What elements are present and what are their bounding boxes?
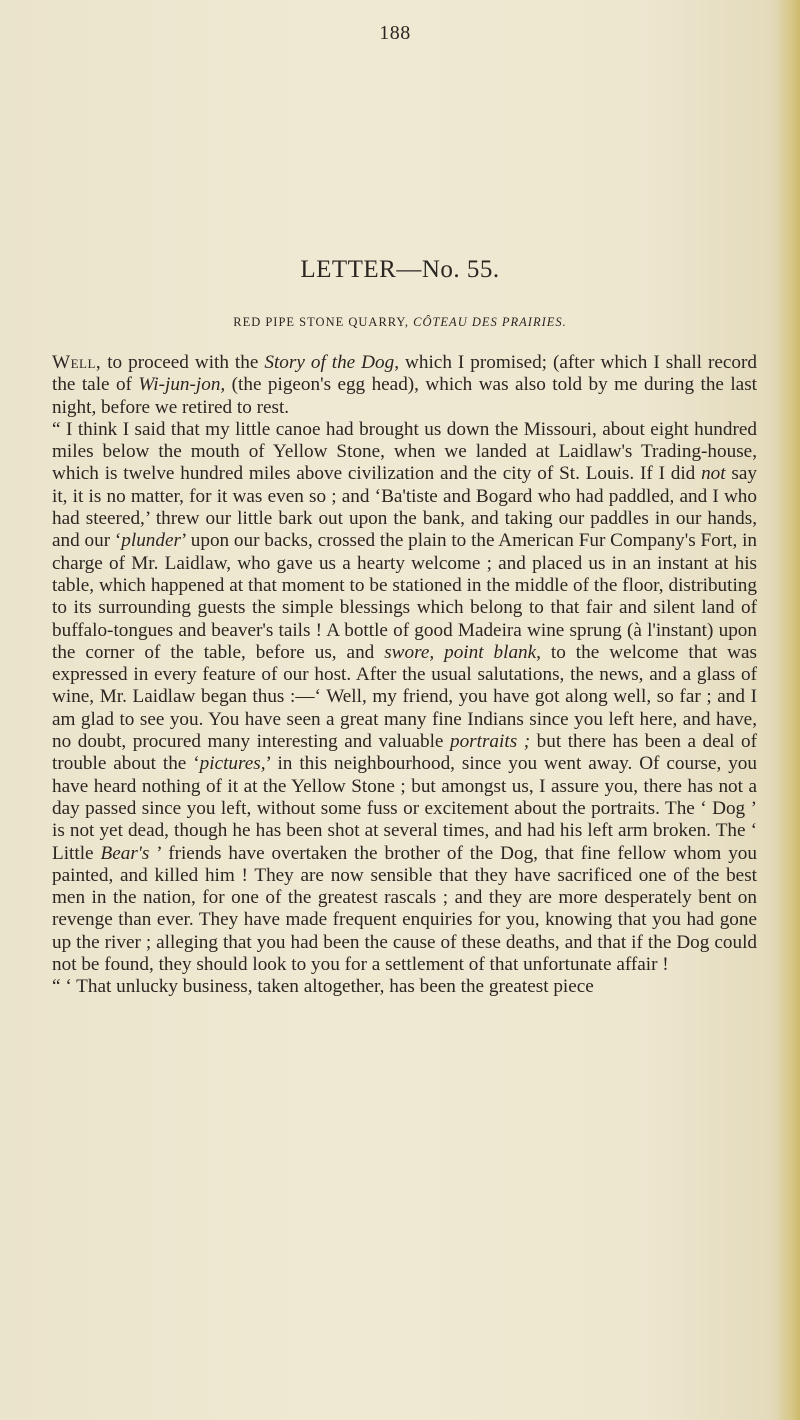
opening-word: Well, — [52, 352, 102, 373]
paragraph-1 — [52, 352, 757, 419]
text-run: ’ in this neighbourhood, since you went away. Of course, you have heard nothing of it at the Yellow Stone ; but amongst us, I assure you, there has not a day passed since you left, without some fuss or excitement about the portraits. The ‘ Dog ’ is not yet dead, though he has been shot at several times, and had his left arm broken. The ‘ Little — [52, 753, 757, 864]
paragraph-3 — [52, 976, 757, 998]
text-run: ’ friends have overtaken the brother of the Dog, that fine fellow whom you painted, and killed him ! They are now sensible that they have sacrificed one of the best men in the nation, for one of the greatest rascals ; and they are more desperately bent on revenge than ever. They have made frequent enquiries for you, knowing that you had gone up the river ; alleging that you had been the cause of these deaths, and that if the Dog could not be found, they should look to you for a settlement of that unfortunate affair ! — [52, 842, 757, 976]
italic-run: plunder — [121, 530, 181, 552]
place-name: RED PIPE STONE QUARRY, — [233, 315, 409, 329]
italic-run: portraits ; — [449, 731, 531, 753]
italic-run: not — [701, 463, 726, 485]
text-run: “ ‘ That unlucky business, taken altogether, has been the greatest piece — [52, 976, 594, 998]
place-line — [0, 315, 800, 330]
page-number: 188 — [379, 22, 411, 44]
page-edge-discoloration — [778, 0, 800, 1420]
italic-run: Wi-jun-jon, — [138, 374, 226, 396]
letter-heading: LETTER—No. 55. — [300, 256, 500, 283]
italic-run: pictures, — [199, 753, 266, 775]
text-run: to the welcome that was expressed in every feature of our host. After the usual salutations, the news, and a glass of wine, Mr. Laidlaw began thus :—‘ Well, my friend, you have got along well, so far ; and I am glad to see you. You have seen a great many fine Indians since you left here, and have, no doubt, procured many interesting and valuable — [52, 641, 758, 753]
text-run: say it, it is no matter, for it was even so ; and ‘Ba'tiste and Bogard who had paddled, and I who had steered,’ threw our little bark out upon the bank, and taking our paddles in our hands, and our ‘ — [52, 463, 757, 552]
text-run: “ I think I said that my little canoe had brought us down the Missouri, about eight hundred miles below the mouth of Yellow Stone, when we landed at Laidlaw's Trading-house, which is twelve hundred miles above civilization and the city of St. Louis. If I did — [52, 418, 757, 485]
paragraph-2 — [52, 419, 757, 976]
text-run: to proceed with the — [101, 352, 265, 373]
italic-run: swore, point blank, — [384, 641, 541, 663]
text-run: (the pigeon's egg head), which was also told by me during the last night, before we retired to rest. — [52, 374, 757, 418]
italic-run: Story of the Dog, — [264, 352, 400, 373]
text-run: ’ upon our backs, crossed the plain to the American Fur Company's Fort, in charge of Mr. Laidlaw, who gave us a hearty welcome ; and placed us in an instant at his table, which happened at that moment to be stationed in the middle of the floor, distributing to its surrounding guests the simple blessings which belong to that fair and silent land of buffalo-tongues and beaver's tails ! A bottle of good Madeira wine sprung (à l'instant) upon the corner of the table, before us, and — [52, 530, 757, 663]
letter-body — [52, 352, 757, 999]
place-region: CÔTEAU DES PRAIRIES. — [413, 315, 567, 329]
text-run: which I promised; (after which I shall record the tale of — [52, 352, 757, 396]
italic-run: Bear's — [100, 842, 150, 864]
text-run: but there has been a deal of trouble about the ‘ — [52, 731, 757, 775]
